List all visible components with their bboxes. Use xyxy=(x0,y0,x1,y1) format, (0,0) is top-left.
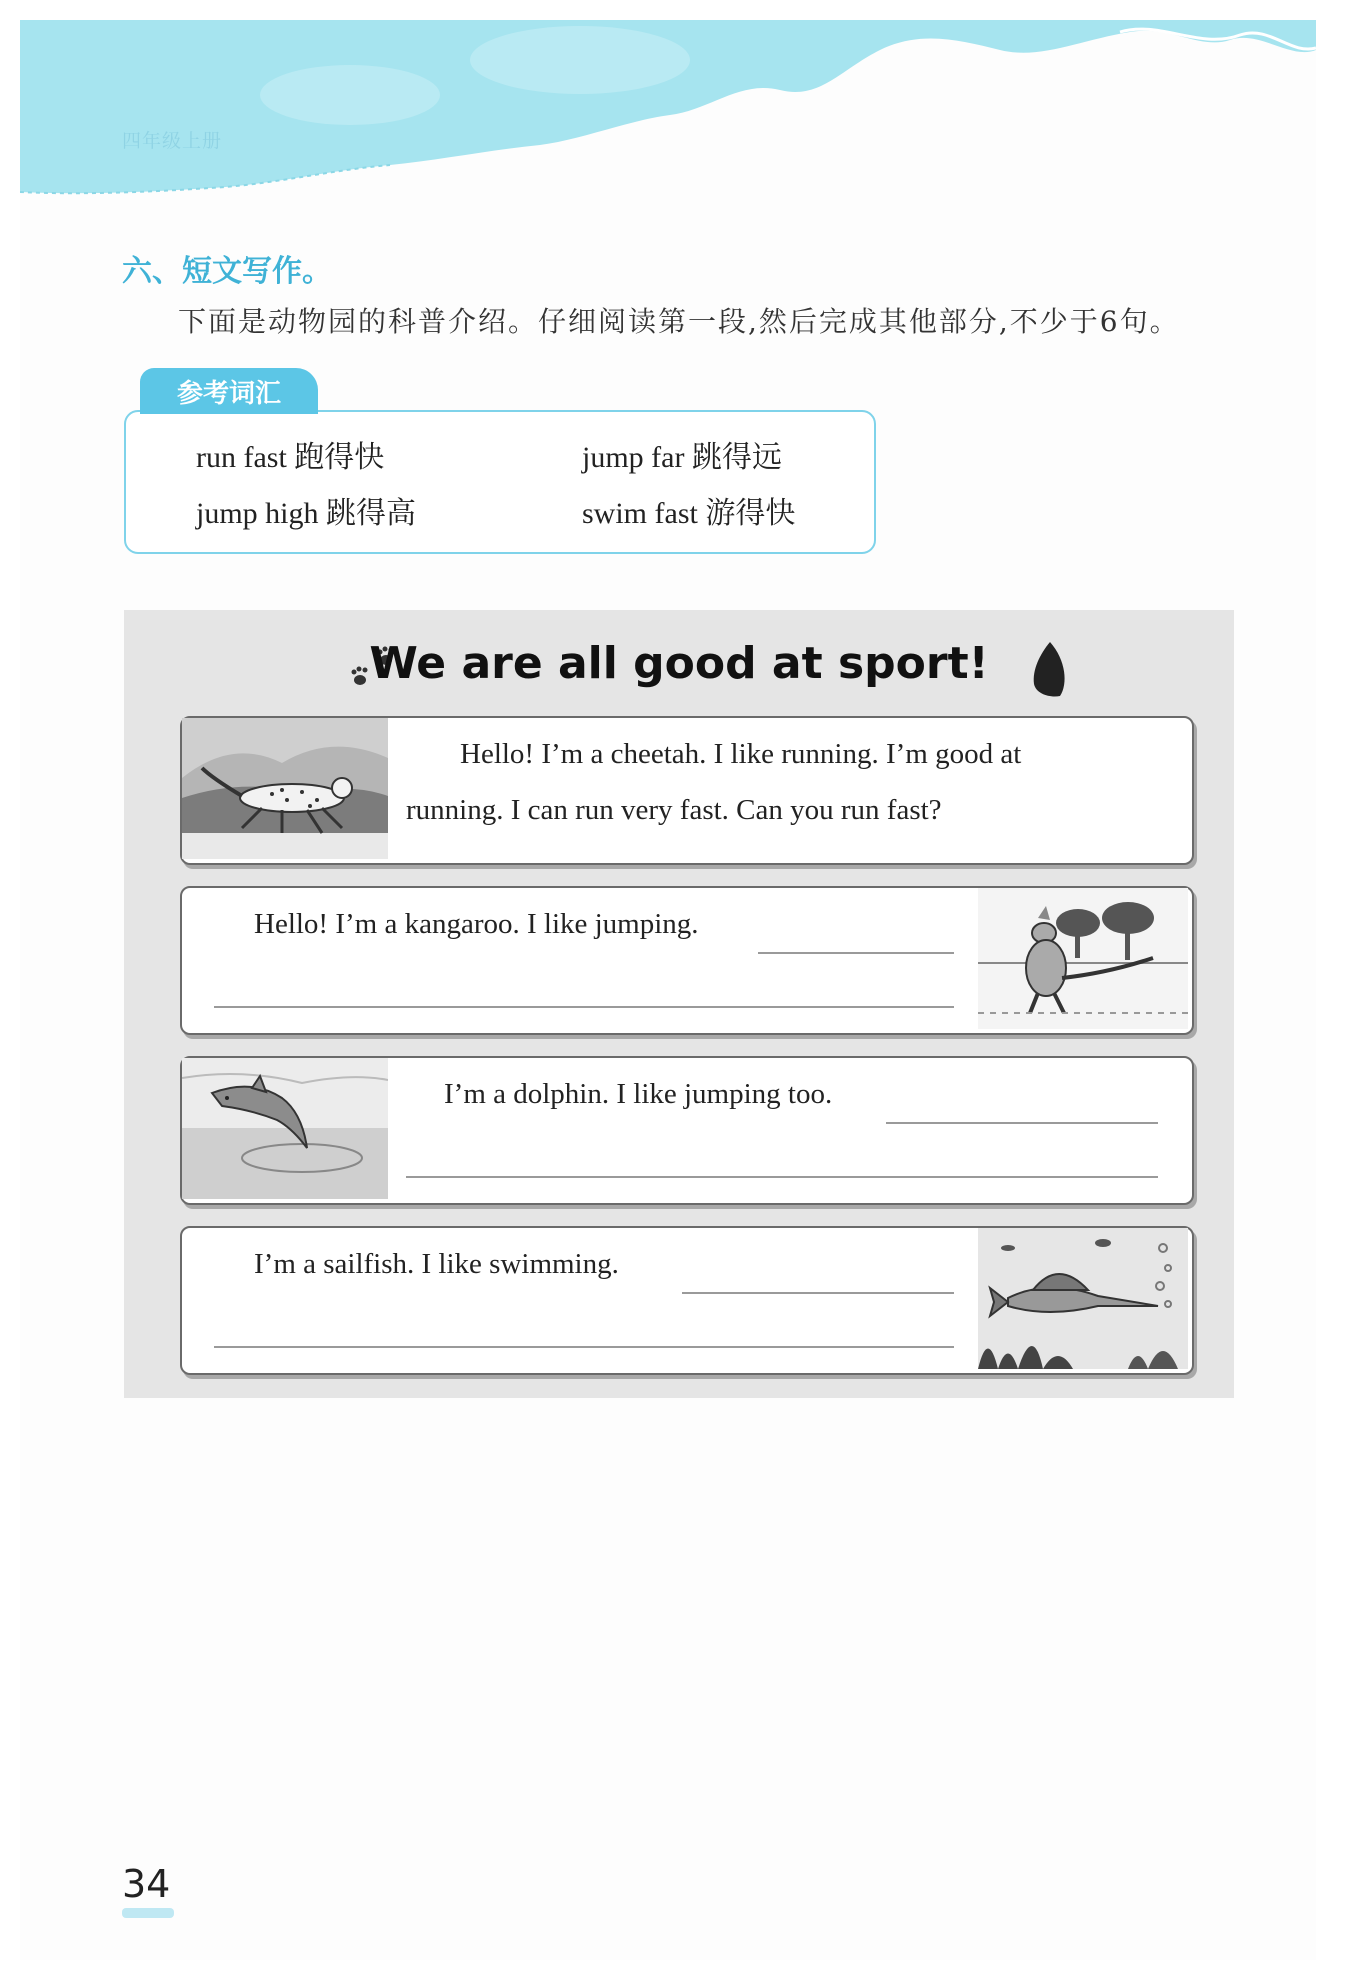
section-title: 六、短文写作。 xyxy=(122,254,332,289)
vocab-item-jump-far: jump far 跳得远 xyxy=(582,441,782,474)
dolphin-illustration xyxy=(182,1058,388,1199)
page-number-underline xyxy=(122,1908,174,1918)
kangaroo-text: Hello! I’m a kangaroo. I like jumping. xyxy=(254,908,699,940)
sailfish-answer-line-1[interactable] xyxy=(682,1292,954,1294)
sailfish-answer-line-2[interactable] xyxy=(214,1346,954,1348)
vocab-item-run-fast: run fast 跑得快 xyxy=(196,441,385,474)
vocab-item-jump-high: jump high 跳得高 xyxy=(196,497,417,530)
vocab-item-swim-fast: swim fast 游得快 xyxy=(582,497,796,530)
header-cloud-band xyxy=(20,20,1316,200)
instruction-text: 下面是动物园的科普介绍。仔细阅读第一段,然后完成其他部分,不少于6句。 xyxy=(178,305,1180,338)
sailfish-text: I’m a sailfish. I like swimming. xyxy=(254,1248,619,1280)
cheetah-text-line2: running. I can run very fast. Can you run fast? xyxy=(406,794,942,826)
cheetah-card xyxy=(180,716,1194,865)
sailfish-illustration xyxy=(978,1228,1188,1369)
dolphin-card xyxy=(180,1056,1194,1205)
grade-label: 四年级上册 xyxy=(122,130,223,152)
vocab-box xyxy=(124,410,876,554)
kangaroo-card xyxy=(180,886,1194,1035)
sailfish-card xyxy=(180,1226,1194,1375)
vocab-tab: 参考词汇 xyxy=(140,368,318,414)
page-number: 34 xyxy=(122,1862,171,1906)
dolphin-answer-line-2[interactable] xyxy=(406,1176,1158,1178)
cheetah-illustration xyxy=(182,718,388,859)
cheetah-text-line1: Hello! I’m a cheetah. I like running. I’m good at xyxy=(460,738,1022,770)
card-area xyxy=(124,610,1234,1398)
card-area-title: We are all good at sport! xyxy=(369,638,989,689)
dolphin-text: I’m a dolphin. I like jumping too. xyxy=(444,1078,833,1110)
dolphin-answer-line-1[interactable] xyxy=(886,1122,1158,1124)
kangaroo-illustration xyxy=(978,888,1188,1029)
kangaroo-answer-line-1[interactable] xyxy=(758,952,954,954)
leaf-icon xyxy=(1030,640,1070,700)
kangaroo-answer-line-2[interactable] xyxy=(214,1006,954,1008)
